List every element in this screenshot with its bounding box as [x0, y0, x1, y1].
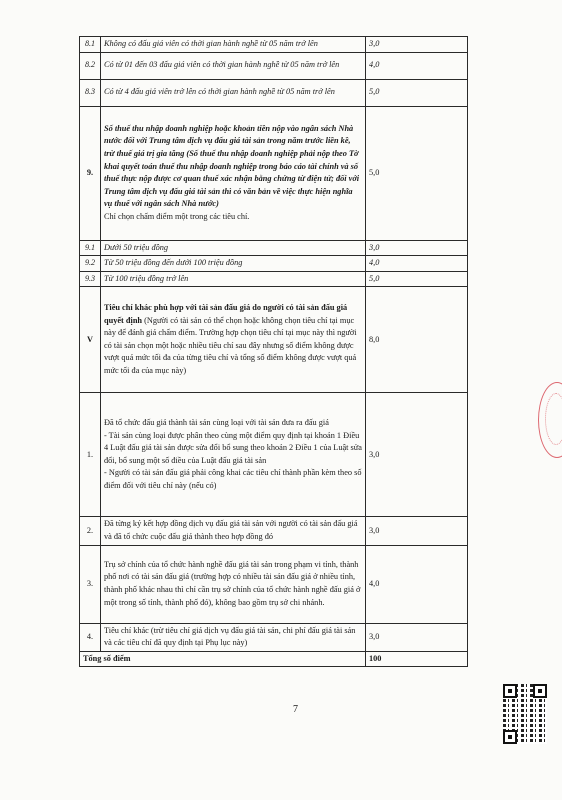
criterion-note: (Người có tài sản có thể chọn hoặc không chọn tiêu chí tại mục này để đánh giá chấm điểm. Trường hợp chọn tiêu chí tại mục này thì người có tài sản chọn một hoặc nhiều tiêu chí sau đây nhưng số điểm không được vượt quá mức tối đa của từng tiêu chí và tổng số điểm không được vượt quá mức tối đa của mục này): [104, 315, 357, 376]
table-row: [80, 37, 468, 53]
row-text: Có từ 4 đấu giá viên trở lên có thời gian hành nghề từ 05 năm trở lên: [101, 79, 366, 106]
table-row: [80, 545, 468, 623]
row-text: Đã từng ký kết hợp đồng dịch vụ đấu giá tài sản với người có tài sản đấu giá và đã tổ chức cuộc đấu giá thành theo hợp đồng đó: [101, 517, 366, 545]
row-points: 4,0: [366, 256, 468, 272]
table-row: [80, 287, 468, 393]
qr-finder-icon: [533, 684, 547, 698]
table-row: [80, 256, 468, 272]
row-points: 8,0: [366, 287, 468, 393]
qr-finder-icon: [503, 684, 517, 698]
criteria-table: [79, 36, 468, 667]
row-number: V: [80, 287, 101, 393]
row-text: [101, 287, 366, 393]
criterion-heading: Tiêu chí khác phù hợp với tài sản đấu giá do người có tài sản đấu giá quyết định: [104, 303, 348, 325]
row-text: [101, 393, 366, 517]
row-points: 5,0: [366, 106, 468, 240]
row-number: 3.: [80, 545, 101, 623]
table-row: [80, 79, 468, 106]
table-row: [80, 517, 468, 545]
table-row: [80, 271, 468, 287]
qr-code-icon: [503, 684, 547, 744]
criterion-heading: Số thuế thu nhập doanh nghiệp hoặc khoản tiền nộp vào ngân sách Nhà nước đối với Trung tâm dịch vụ đấu giá tài sản trong năm trước liền kề, trừ thuế giá trị gia tăng (Số thuế thu nhập doanh nghiệp phải nộp theo Tờ khai quyết toán thuế thu nhập doanh nghiệp trong báo cáo tài chính và số thuế thực nộp được cơ quan thuế xác nhận bằng chứng từ điện tử; đối với Trung tâm dịch vụ đấu giá tài sản thì có văn bản về việc thực hiện nghĩa vụ thuế với ngân sách Nhà nước): [104, 123, 360, 209]
row-number: 9.: [80, 106, 101, 240]
total-row: [80, 651, 468, 667]
page-number: 7: [293, 704, 298, 715]
row-points: 5,0: [366, 79, 468, 106]
row-points: 4,0: [366, 545, 468, 623]
table-row: [80, 393, 468, 517]
row-number: 8.1: [80, 37, 101, 53]
criterion-line: Đã tổ chức đấu giá thành tài sản cùng loại với tài sản đưa ra đấu giá: [104, 418, 329, 428]
row-text: Trụ sở chính của tổ chức hành nghề đấu giá tài sản trong phạm vi tỉnh, thành phố nơi có tài sản đấu giá (trường hợp có nhiều tài sản đấu giá ở nhiều tỉnh, thành phố khác nhau thì chỉ cần trụ sở chính của tổ chức hành nghề đấu giá ở một trong số tỉnh, thành phố đó), không bao gồm trụ sở chi nhánh.: [101, 545, 366, 623]
row-text: Tiêu chí khác (trừ tiêu chí giá dịch vụ đấu giá tài sản, chi phí đấu giá tài sản và các tiêu chí đã quy định tại Phụ lục này): [101, 623, 366, 651]
row-number: 9.1: [80, 240, 101, 256]
row-number: 8.3: [80, 79, 101, 106]
row-points: 3,0: [366, 240, 468, 256]
row-number: 4.: [80, 623, 101, 651]
seal-stamp-icon: [538, 382, 562, 458]
row-number: 9.2: [80, 256, 101, 272]
row-text: Có từ 01 đến 03 đấu giá viên có thời gian hành nghề từ 05 năm trở lên: [101, 52, 366, 79]
row-points: 3,0: [366, 37, 468, 53]
criterion-line: - Người có tài sản đấu giá phải công khai các tiêu chí thành phần kèm theo số điểm đối với tiêu chí này (nếu có): [104, 468, 362, 491]
criterion-line: - Tài sản cùng loại được phân theo cùng một điểm quy định tại khoản 1 Điều 4 Luật đấu giá tài sản được sửa đổi bổ sung theo khoản 2 Điều 1 của Luật sửa đổi, bổ sung một số điều của Luật đấu giá tài sản: [104, 430, 362, 465]
row-text: [101, 106, 366, 240]
row-text: Từ 100 triệu đồng trở lên: [101, 271, 366, 287]
row-text: Dưới 50 triệu đồng: [101, 240, 366, 256]
row-number: 9.3: [80, 271, 101, 287]
table-row: [80, 240, 468, 256]
table-row: [80, 623, 468, 651]
row-points: 3,0: [366, 517, 468, 545]
qr-finder-icon: [503, 730, 517, 744]
row-points: 3,0: [366, 623, 468, 651]
row-number: 1.: [80, 393, 101, 517]
total-label: Tổng số điểm: [80, 651, 366, 667]
criterion-note: Chỉ chọn chấm điểm một trong các tiêu chí.: [104, 211, 250, 221]
table-row: [80, 52, 468, 79]
row-number: 8.2: [80, 52, 101, 79]
table-row: [80, 106, 468, 240]
row-number: 2.: [80, 517, 101, 545]
row-text: Không có đấu giá viên có thời gian hành nghề từ 05 năm trở lên: [101, 37, 366, 53]
row-points: 3,0: [366, 393, 468, 517]
row-text: Từ 50 triệu đồng đến dưới 100 triệu đồng: [101, 256, 366, 272]
row-points: 4,0: [366, 52, 468, 79]
row-points: 5,0: [366, 271, 468, 287]
total-points: 100: [366, 651, 468, 667]
